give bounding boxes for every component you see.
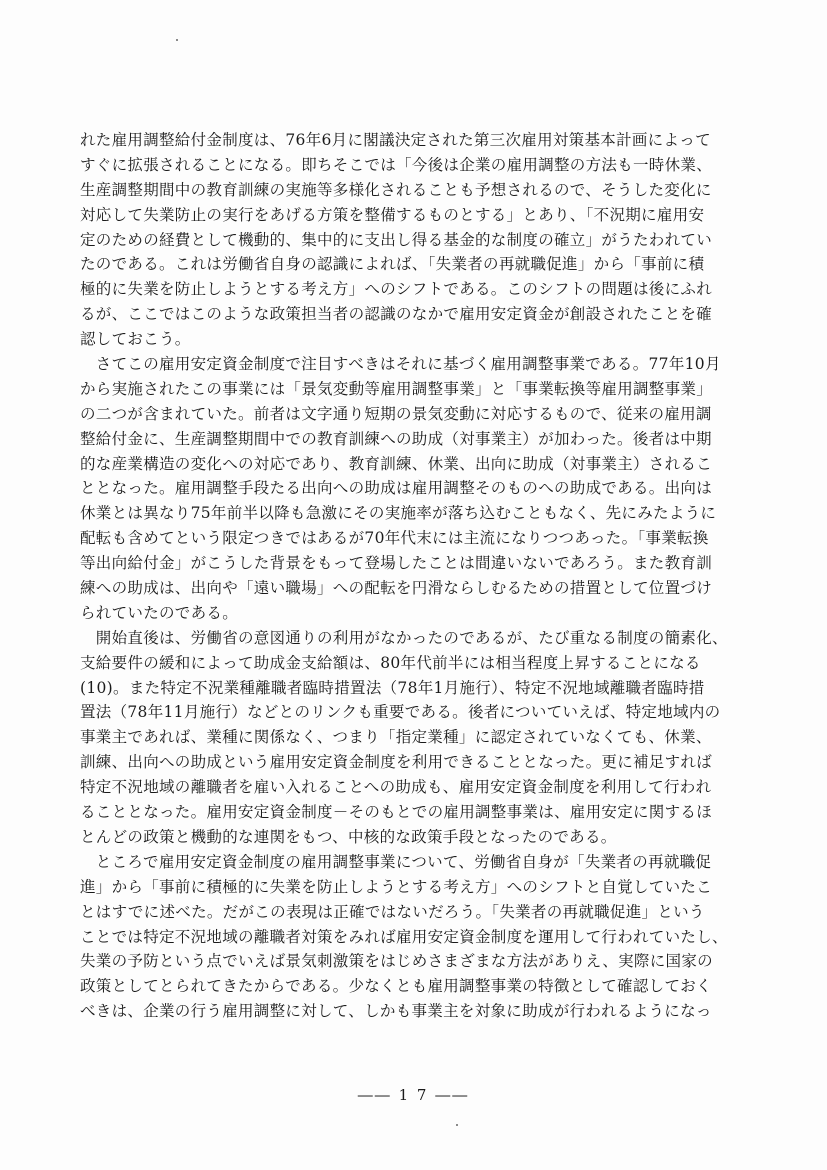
text-line: 失業の予防という点でいえば景気刺激策をはじめさまざまな方法がありえ、実際に国家の [80, 952, 713, 971]
text-line: (10)。また特定不況業種離職者臨時措置法（78年1月施行）、特定不況地域離職者臨時措 [80, 678, 705, 697]
text-line: ところで雇用安定資金制度の雇用調整事業について、労働省自身が「失業者の再就職促 [80, 852, 712, 871]
text-line: 開始直後は、労働省の意図通りの利用がなかったのであるが、たび重なる制度の簡素化、 [80, 628, 728, 647]
text-line: 認しておこう。 [80, 330, 191, 349]
text-line: の二つが含まれていた。前者は文字通り短期の景気変動に対応するもので、従来の雇用調 [80, 404, 712, 423]
text-line: すぐに拡張されることになる。即ちそこでは「今後は企業の雇用調整の方法も一時休業、 [80, 155, 713, 174]
text-line: るが、ここではこのような政策担当者の認識のなかで雇用安定資金が創設されたことを確 [80, 305, 713, 324]
text-line: 生産調整期間中の教育訓練の実施等多様化されることも予想されるので、そうした変化に [80, 180, 712, 199]
text-line: 特定不況地域の離職者を雇い入れることへの助成も、雇用安定資金制度を利用して行われ [80, 778, 712, 797]
text-line: 練への助成は、出向や「遠い職場」への配転を円滑ならしむるための措置として位置づけ [80, 579, 713, 598]
text-line: ととなった。雇用調整手段たる出向への助成は雇用調整そのものへの助成である。出向は [80, 479, 713, 498]
text-line: さてこの雇用安定資金制度で注目すべきはそれに基づく雇用調整事業である。77年10月 [80, 355, 721, 374]
text-line: べきは、企業の行う雇用調整に対して、しかも事業主を対象に助成が行われるようになっ [80, 1002, 712, 1021]
text-line: 極的に失業を防止しようとする考え方」へのシフトである。このシフトの問題は後にふれ [80, 280, 713, 299]
text-line: ることとなった。雇用安定資金制度－そのもとでの雇用調整事業は、雇用安定に関するほ [80, 803, 713, 822]
text-line: れた雇用調整給付金制度は、76年6月に閣議決定された第三次雇用対策基本計画によって [80, 131, 711, 149]
text-line: 事業主であれば、業種に関係なく、つまり「指定業種」に認定されていなくても、休業、 [80, 728, 712, 747]
body-text [80, 128, 770, 1024]
text-line: から実施されたこの事業には「景気変動等雇用調整事業」と「事業転換等雇用調整事業」 [80, 379, 713, 398]
text-line: 休業とは異なり75年前半以降も急激にその実施率が落ち込むこともなく、先にみたように [80, 504, 717, 523]
text-line: 訓練、出向への助成という雇用安定資金制度を利用できることとなった。更に補足すれば [80, 753, 713, 772]
page-number: ―― 1 7 ―― [357, 1086, 470, 1104]
text-line: 配転も含めてという限定つきではあるが70年代末には主流になりつつあった。「事業転換 [80, 529, 709, 548]
scan-speck [456, 1124, 458, 1126]
text-line: たのである。これは労働省自身の認識によれば、「失業者の再就職促進」から「事前に積 [80, 255, 705, 274]
text-line: られていたのである。 [80, 603, 239, 622]
text-line: 政策としてとられてきたからである。少なくとも雇用調整事業の特徴として確認しておく [80, 977, 712, 996]
text-line: とんどの政策と機動的な連関をもつ、中核的な政策手段となったのである。 [80, 827, 617, 846]
scan-speck [176, 39, 178, 41]
text-line: 等出向給付金」がこうした背景をもって登場したことは間違いないであろう。また教育訓 [80, 554, 713, 573]
text-line: 対応して失業防止の実行をあげる方策を整備するものとする」とあり、「不況期に雇用安 [80, 205, 705, 224]
text-line: 進」から「事前に積極的に失業を防止しようとする考え方」へのシフトと自覚していたこ [80, 877, 713, 896]
text-line: 整給付金に、生産調整期間中での教育訓練への助成（対事業主）が加わった。後者は中期 [80, 429, 712, 448]
text-line: とはすでに述べた。だがこの表現は正確ではないだろう。「失業者の再就職促進」という [80, 902, 705, 921]
text-line: 定のための経費として機動的、集中的に支出し得る基金的な制度の確立」がうたわれてい [80, 230, 713, 249]
text-line: 支給要件の緩和によって助成金支給額は、80年代前半には相当程度上昇することになる [80, 653, 701, 672]
text-line: 置法（78年11月施行）などとのリンクも重要である。後者についていえば、特定地域内の [80, 703, 721, 722]
text-line: ことでは特定不況地域の離職者対策をみれば雇用安定資金制度を運用して行われていたし、 [80, 927, 728, 946]
text-line: 的な産業構造の変化への対応であり、教育訓練、休業、出向に助成（対事業主）されるこ [80, 454, 713, 473]
